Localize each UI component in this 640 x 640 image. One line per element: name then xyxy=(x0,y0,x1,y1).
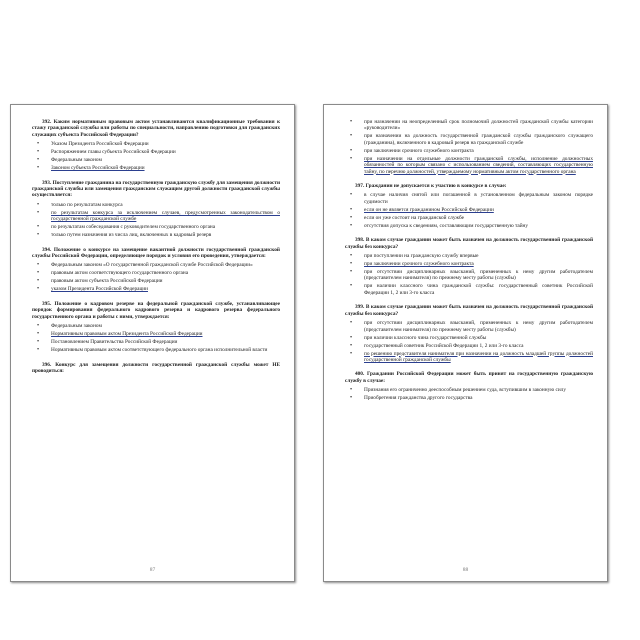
answer-option: • при заключении срочного служебного контракта xyxy=(345,148,593,154)
page-content xyxy=(345,119,593,403)
answer-option-selected: • по решению представителя нанимателя при назначении на должность младшей группы должностей государственной гражданской службы xyxy=(345,351,593,364)
answer-option: • правовым актом субъекта Российской Федерации xyxy=(32,278,280,284)
answer-option: • по результатам собеседования с руководителем государственного органа xyxy=(32,224,280,230)
answer-option: • Нормативным правовым актом соответствующего федерального органа исполнительной власти xyxy=(32,347,280,353)
answer-option: • Федеральным законом xyxy=(32,323,280,329)
answer-option: • при наличии классного чина гражданской службы: государственный советник Российской Федерации 1, 2 или 3-го класса xyxy=(345,283,593,296)
answer-option: • в случае наличия снятой или погашенной в установленном федеральным законом порядке судимости xyxy=(345,192,593,205)
answer-option-selected: • при назначении на отдельные должности гражданской службы, исполнение должностных обязанностей по которым связано с использованием сведений, составляющих государственную тайну, по перечню должностей, утверждаемому нормативным актом государственного органа xyxy=(345,156,593,175)
document-page-left xyxy=(10,104,295,582)
answer-list xyxy=(32,323,280,353)
answer-option: • при назначении на должность государственной гражданской службы гражданского служащего (гражданина), включенного в кадровый резерв на гражданской службе xyxy=(345,133,593,146)
answer-option: • при поступлении на гражданскую службу впервые xyxy=(345,253,593,259)
answer-option-selected: • Нормативным правовым актом Президента Российской Федерации xyxy=(32,331,280,337)
answer-option-selected: • Законом субъекта Российской Федерации xyxy=(32,165,280,171)
question-400: 400. Гражданин Российской Федерации может быть принят на государственную гражданскую службу в случае: xyxy=(345,371,593,384)
answer-option: • Приобретения гражданства другого государства xyxy=(345,395,593,401)
answer-option: • если он уже состоит на гражданской службе xyxy=(345,215,593,221)
answer-list xyxy=(32,262,280,292)
answer-option: • правовым актом соответствующего государственного органа xyxy=(32,270,280,276)
answer-list xyxy=(32,141,280,171)
answer-option: • только по результатам конкурса xyxy=(32,202,280,208)
answer-option-selected: • при заключении срочного служебного контракта xyxy=(345,261,593,267)
answer-option: • Распоряжением главы субъекта Российской Федерации xyxy=(32,149,280,155)
answer-option: • Федеральным законом xyxy=(32,157,280,163)
answer-option: • Постановлением Правительства Российской Федерации xyxy=(32,339,280,345)
question-399: 399. В каком случае гражданин может быть назначен на должность государственной гражданской службы без конкурса? xyxy=(345,304,593,317)
answer-option-selected: • если он не является гражданином Российской Федерации xyxy=(345,207,593,213)
answer-list xyxy=(345,253,593,296)
answer-option: • государственный советник Российской Федерации 1, 2 или 3-го класса xyxy=(345,343,593,349)
answer-option-selected: • по результатам конкурса за исключением случаев, предусмотренных законодательством о государственной гражданской службе xyxy=(32,210,280,223)
question-397: 397. Гражданин не допускается к участию в конкурсе в случае: xyxy=(355,183,507,190)
answer-option: • при отсутствии дисциплинарных взысканий, примененных к нему другим работодателем (представителем нанимателя) по прежнему месту работы (службы) xyxy=(345,320,593,333)
answer-option: • Указом Президента Российской Федерации xyxy=(32,141,280,147)
question-398: 398. В каком случае гражданин может быть назначен на должность государственной гражданской службы без конкурса? xyxy=(345,237,593,250)
answer-option: • только путем назначения из числа лиц, включенных в кадровый резерв xyxy=(32,232,280,238)
page-number: 87 xyxy=(149,567,156,573)
question-395: 395. Положение о кадровом резерве на федеральной гражданской службе, устанавливающее порядок формирования федерального кадрового резерва и кадрового резерва федерального государственного органа и работы с ними, утверждается: xyxy=(32,300,280,320)
question-394: 394. Положение о конкурсе на замещение вакантной должности государственной гражданской службы Российской Федерации, определяющее порядок и условия его проведения, утверждается: xyxy=(32,246,280,260)
answer-list xyxy=(345,387,593,401)
question-396: 396. Конкурс для замещения должности государственной гражданской службы может НЕ проводиться: xyxy=(32,361,280,374)
document-page-right xyxy=(323,104,608,582)
answer-option-selected: • указом Президента Российской Федерации xyxy=(32,286,280,292)
question-393: 393. Поступление гражданина на государственную гражданскую службу для замещения должности гражданской службы или замещения гражданским служащим другой должности гражданской службы осуществляется: xyxy=(32,179,280,199)
question-392: 392. Каким нормативным правовым актом устанавливаются квалификационные требования к стажу гражданской службы или работы по специальности, направлению подготовки для гражданских служащих субъекта Российской Федерации? xyxy=(32,119,280,138)
page-content xyxy=(32,119,280,377)
answer-option: • при отсутствии дисциплинарных взысканий, примененных к нему другим работодателем (представителем нанимателя) по прежнему месту работы (службы) xyxy=(345,269,593,282)
answer-list xyxy=(345,320,593,363)
answer-option: • отсутствия допуска к сведениям, составляющим государственную тайну xyxy=(345,223,593,229)
answer-option: • Признания его ограниченно дееспособным решением суда, вступившим в законную силу xyxy=(345,387,593,393)
answer-list xyxy=(32,202,280,239)
answer-option: • Федеральным законом «О государственной гражданской службе Российской Федерации» xyxy=(32,262,280,268)
answer-option: • при назначении на неопределенный срок полномочий должностей гражданской службы категории «руководители» xyxy=(345,119,593,132)
answer-list xyxy=(345,192,593,229)
answer-list xyxy=(345,119,593,175)
answer-option: • при наличии классного чина государственной службы xyxy=(345,335,593,341)
page-number: 88 xyxy=(462,567,469,573)
